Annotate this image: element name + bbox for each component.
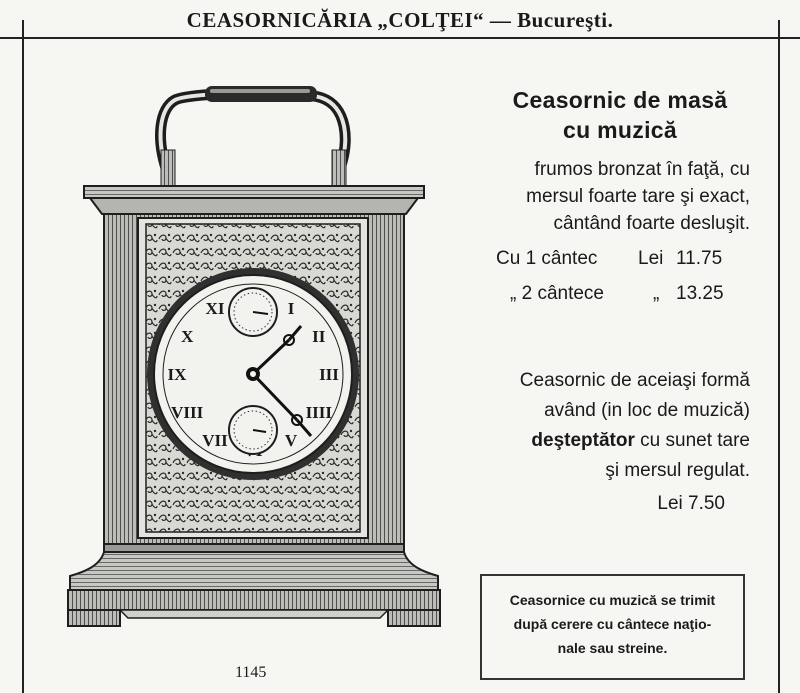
clock-dial [147,268,359,480]
product-description [450,156,750,237]
product-title [455,85,785,145]
price-value: 13.25 [676,283,724,304]
alt-line: şi mersul regulat. [605,460,750,481]
catalog-number: 1145 [235,664,267,681]
description-line: frumos bronzat în faţă, cu [534,159,750,180]
header-rule [0,37,800,39]
price-currency: Lei [638,248,664,269]
price-currency: „ [653,283,660,304]
shipping-notice-box [480,574,745,680]
dial-numeral: V [284,430,298,450]
alt-line [440,426,750,456]
description-line: cântând foarte desluşit. [553,213,750,234]
dial-numeral: XI [205,299,225,319]
alternative-price: Lei 7.50 [657,493,725,514]
product-title-line: cu muzică [563,117,677,143]
alternative-description [440,366,750,486]
alt-line: Ceasornic de aceiaşi formă [519,370,750,391]
dial-numeral: III [319,365,339,384]
notice-line: după cerere cu cântece naţio- [513,616,712,632]
notice-line: Ceasornice cu muzică se trimit [509,592,716,608]
alt-line-rest: cu sunet tare [634,430,750,451]
alarm-keyword: deşteptător [531,430,635,451]
alt-line: având (in loc de muzică) [544,400,750,421]
shop-name: CEASORNICĂRIA „COLŢEI“ — Bucureşti. [186,8,614,32]
dial-numeral: IIII [305,403,333,422]
price-value: 11.75 [676,248,723,269]
dial-numeral: VIII [171,403,204,422]
notice-line: nale sau streine. [557,640,668,656]
dial-numeral: I [287,299,295,319]
dial-numeral: IX [167,365,187,384]
carriage-clock-icon [60,78,450,638]
price-option: Cu 1 cântec [496,248,598,269]
page-header [0,0,800,38]
description-line: mersul foarte tare şi exact, [526,186,750,207]
dial-numeral: VII [202,430,228,450]
price-option: „ 2 cântece [510,283,604,304]
product-title-line: Ceasornic de masă [512,87,728,113]
dial-numeral: X [181,327,194,346]
clock-handle [161,86,346,188]
left-border-rule [22,20,24,693]
dial-numeral: II [312,327,326,346]
